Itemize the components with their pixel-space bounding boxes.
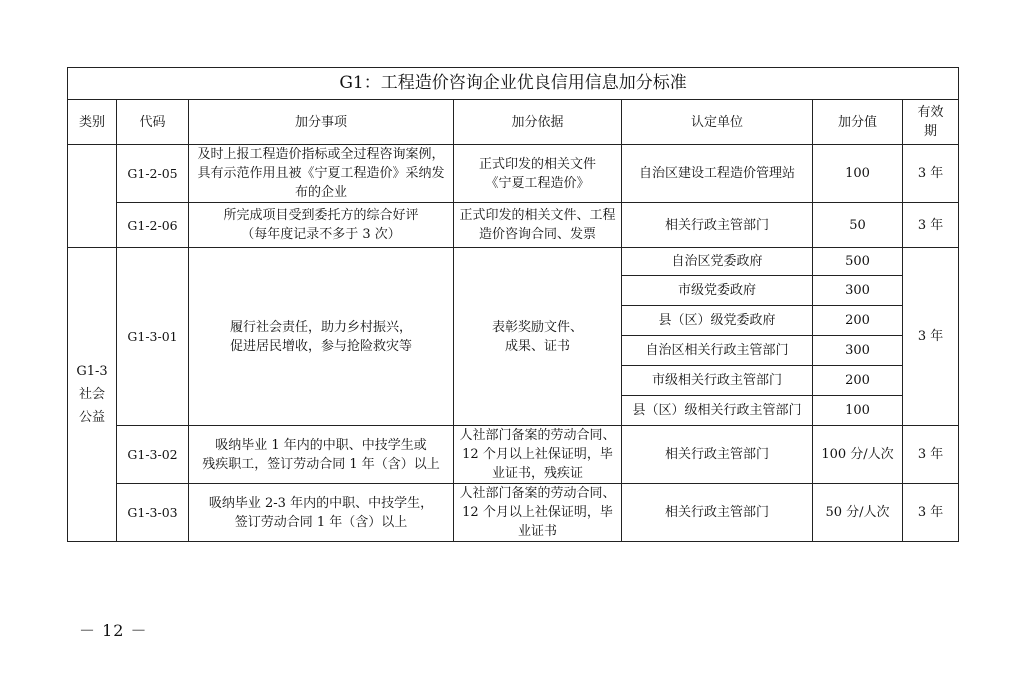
table-row <box>68 426 959 484</box>
period-cell: 3 年 <box>903 203 959 248</box>
unit-cell: 相关行政主管部门 <box>622 484 813 542</box>
score-cell: 300 <box>813 336 903 366</box>
unit-cell: 自治区相关行政主管部门 <box>622 336 813 366</box>
score-cell: 100 分/人次 <box>813 426 903 484</box>
score-cell: 300 <box>813 276 903 306</box>
item-cell: 及时上报工程造价指标或全过程咨询案例， 具有示范作用且被《宁夏工程造价》采纳发 布的企业 <box>189 145 454 203</box>
period-cell: 3 年 <box>903 145 959 203</box>
table-title: G1：工程造价咨询企业优良信用信息加分标准 <box>68 68 959 100</box>
unit-cell: 市级党委政府 <box>622 276 813 306</box>
item-cell: 履行社会责任，助力乡村振兴， 促进居民增收，参与抢险救灾等 <box>189 248 454 426</box>
unit-cell: 县（区）级相关行政主管部门 <box>622 396 813 426</box>
unit-cell: 自治区党委政府 <box>622 248 813 276</box>
score-cell: 50 分/人次 <box>813 484 903 542</box>
basis-cell: 人社部门备案的劳动合同、 12 个月以上社保证明，毕 业证书，残疾证 <box>454 426 622 484</box>
category-cell: G1-3 社会 公益 <box>68 248 117 542</box>
page-number: － 12 － <box>79 621 148 640</box>
header-category: 类别 <box>68 100 117 145</box>
basis-cell: 正式印发的相关文件、工程 造价咨询合同、发票 <box>454 203 622 248</box>
table-row <box>68 145 959 203</box>
code-cell: G1-2-05 <box>117 145 189 203</box>
credit-bonus-table <box>67 67 959 542</box>
item-cell: 吸纳毕业 1 年内的中职、中技学生或 残疾职工，签订劳动合同 1 年（含）以上 <box>189 426 454 484</box>
score-cell: 50 <box>813 203 903 248</box>
unit-cell: 自治区建设工程造价管理站 <box>622 145 813 203</box>
header-score: 加分值 <box>813 100 903 145</box>
period-cell: 3 年 <box>903 426 959 484</box>
table-row <box>68 484 959 542</box>
basis-cell: 人社部门备案的劳动合同、 12 个月以上社保证明，毕 业证书 <box>454 484 622 542</box>
score-cell: 500 <box>813 248 903 276</box>
score-cell: 100 <box>813 396 903 426</box>
code-cell: G1-2-06 <box>117 203 189 248</box>
item-cell: 所完成项目受到委托方的综合好评 （每年度记录不多于 3 次） <box>189 203 454 248</box>
unit-cell: 县（区）级党委政府 <box>622 306 813 336</box>
header-basis: 加分依据 <box>454 100 622 145</box>
header-code: 代码 <box>117 100 189 145</box>
code-cell: G1-3-01 <box>117 248 189 426</box>
unit-cell: 相关行政主管部门 <box>622 203 813 248</box>
code-cell: G1-3-02 <box>117 426 189 484</box>
item-cell: 吸纳毕业 2-3 年内的中职、中技学生， 签订劳动合同 1 年（含）以上 <box>189 484 454 542</box>
period-cell: 3 年 <box>903 248 959 426</box>
basis-cell: 表彰奖励文件、 成果、证书 <box>454 248 622 426</box>
category-cell-empty <box>68 145 117 248</box>
header-row <box>68 100 959 145</box>
table-row <box>68 203 959 248</box>
unit-cell: 相关行政主管部门 <box>622 426 813 484</box>
header-period: 有效 期 <box>903 100 959 145</box>
period-cell: 3 年 <box>903 484 959 542</box>
score-cell: 200 <box>813 366 903 396</box>
unit-cell: 市级相关行政主管部门 <box>622 366 813 396</box>
header-unit: 认定单位 <box>622 100 813 145</box>
basis-cell: 正式印发的相关文件 《宁夏工程造价》 <box>454 145 622 203</box>
score-cell: 100 <box>813 145 903 203</box>
code-cell: G1-3-03 <box>117 484 189 542</box>
header-item: 加分事项 <box>189 100 454 145</box>
table-row <box>68 248 959 276</box>
score-cell: 200 <box>813 306 903 336</box>
